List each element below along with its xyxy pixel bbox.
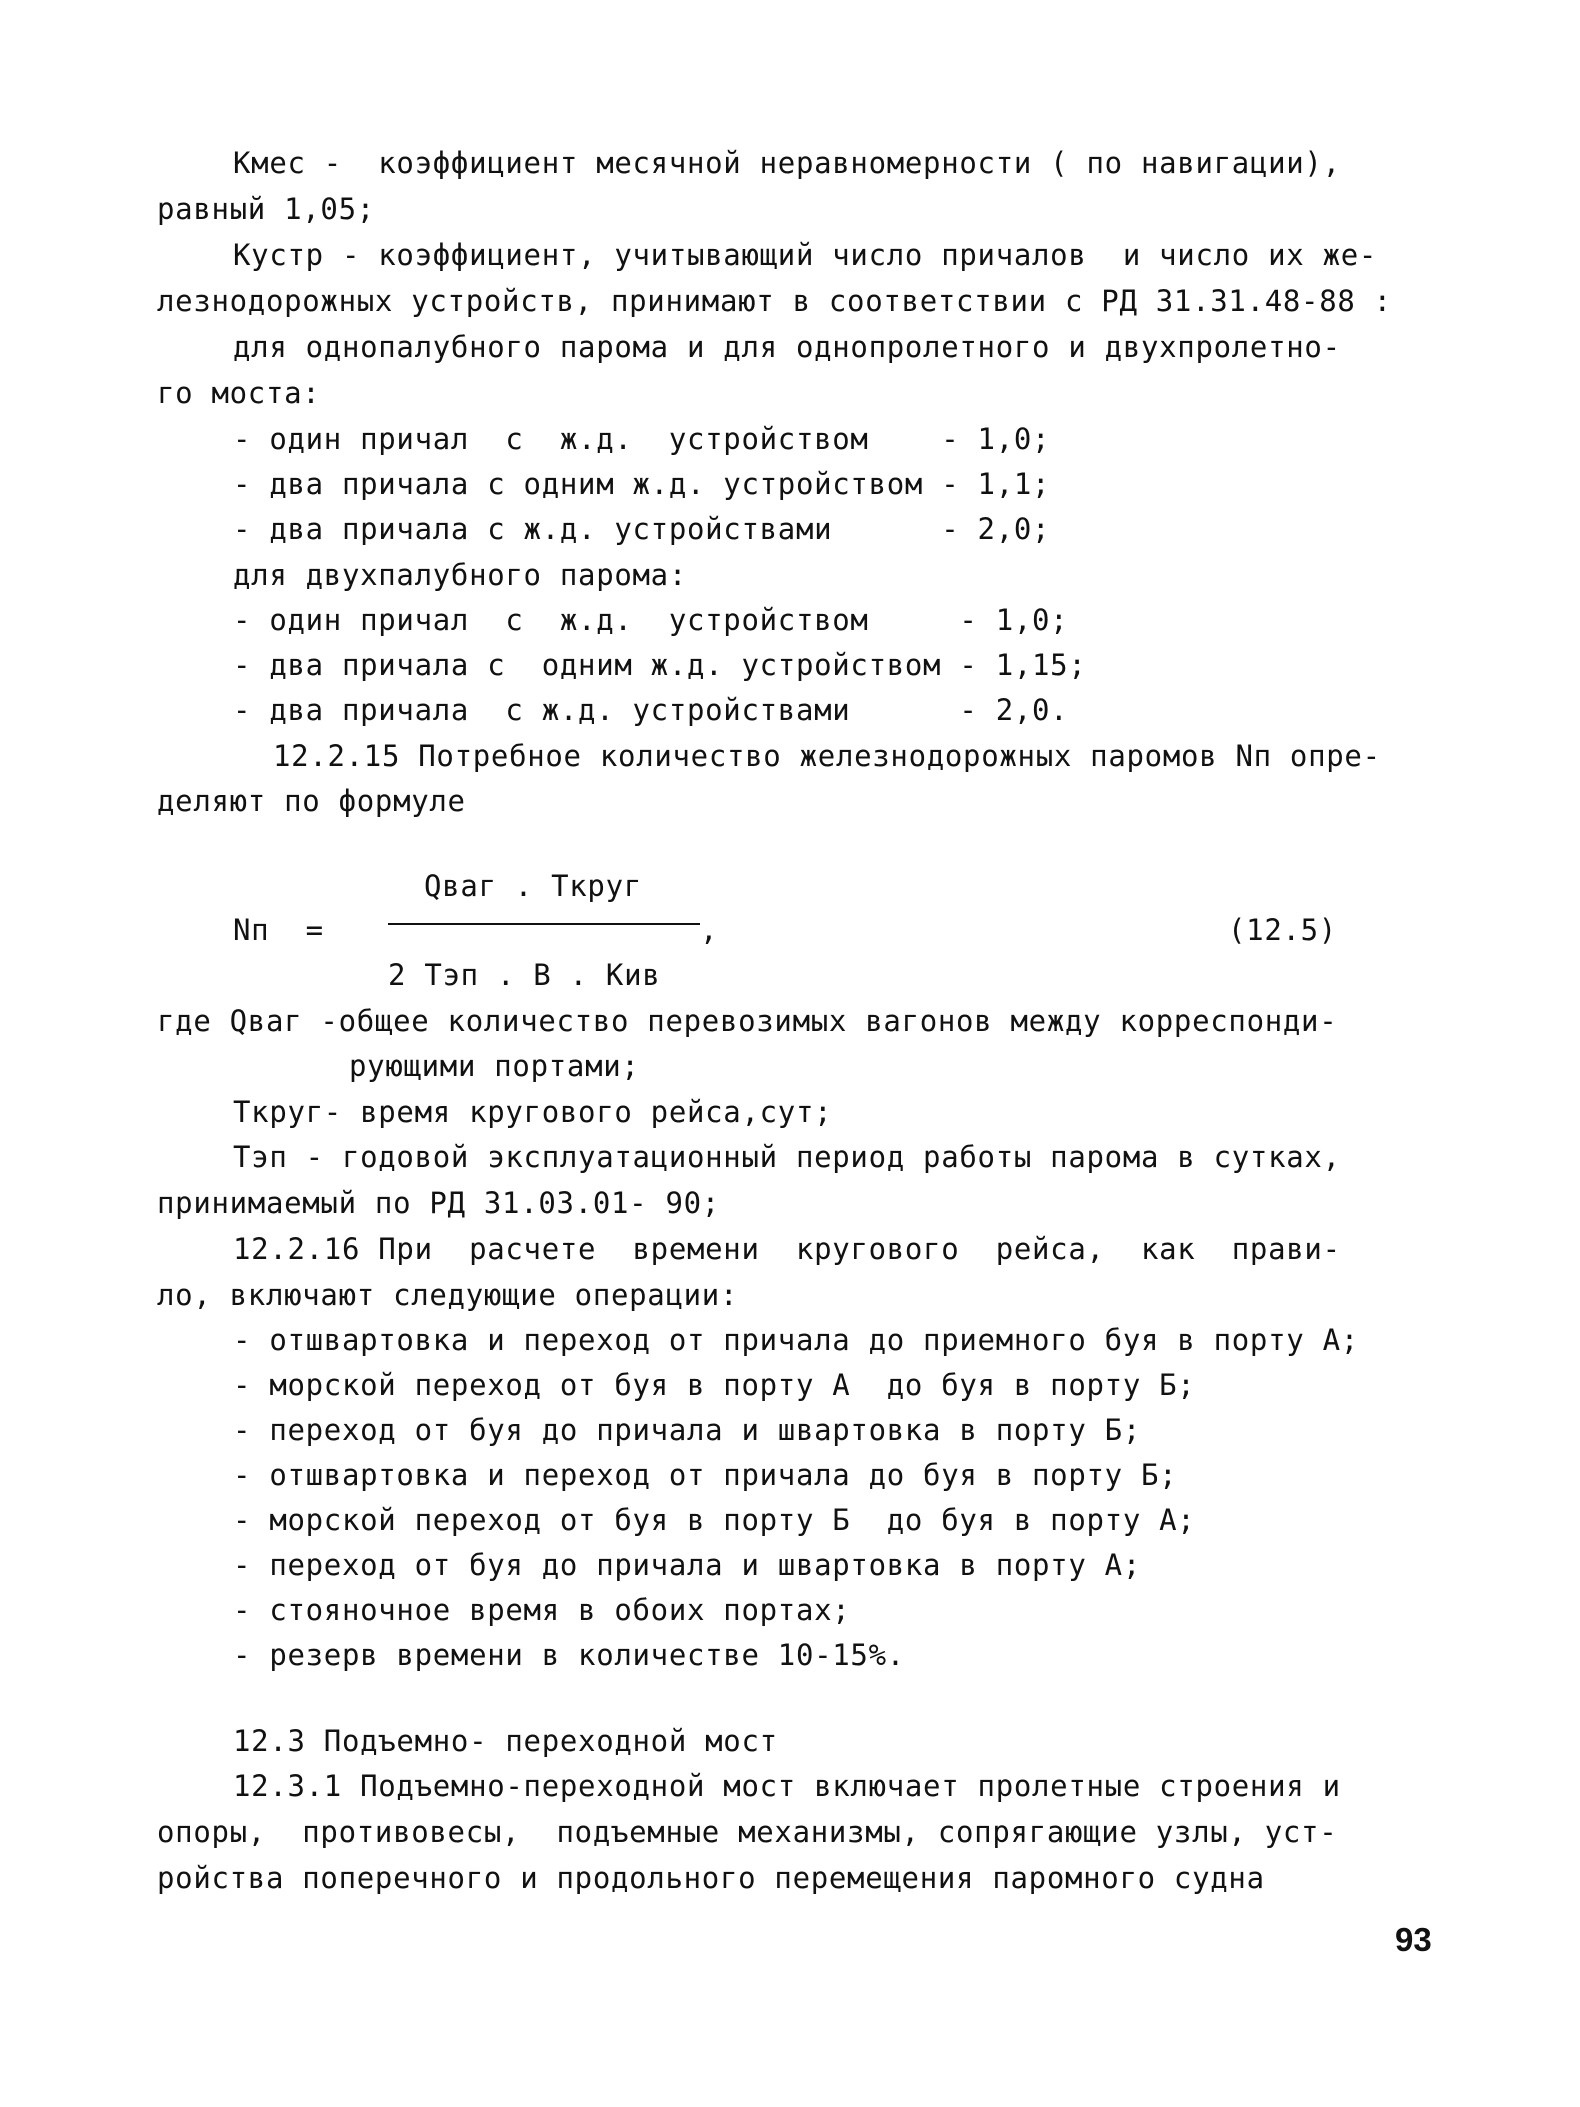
text-line: деляют по формуле (157, 784, 466, 818)
list-item: - два причала с одним ж.д. устройством - 1,1; (233, 467, 1051, 501)
list-item: - два причала с ж.д. устройствами - 2,0. (233, 693, 1069, 727)
text-line: опоры, противовесы, подъемные механизмы, сопрягающие узлы, уст- (157, 1815, 1338, 1849)
formula-number: (12.5) (1228, 913, 1337, 947)
formula-denominator: 2 Тэп . В . Кив (388, 958, 661, 992)
list-item: - переход от буя до причала и швартовка в порту А; (233, 1548, 1141, 1582)
section-paragraph: 12.3.1 Подъемно-переходной мост включает пролетные строения и (233, 1769, 1341, 1803)
text-line: Кмес - коэффициент месячной неравномерности ( по навигации), (233, 146, 1341, 180)
section-heading: 12.3 Подъемно- переходной мост (233, 1724, 778, 1758)
formula-lhs: Nп = (233, 913, 324, 947)
text-line: ло, включают следующие операции: (157, 1278, 739, 1312)
text-line: Кустр - коэффициент, учитывающий число причалов и число их же- (233, 238, 1378, 272)
list-item: - морской переход от буя в порту А до буя в порту Б; (233, 1368, 1196, 1402)
list-item: - стояночное время в обоих портах; (233, 1593, 851, 1627)
text-line: для двухпалубного парома: (233, 558, 687, 592)
list-item: - резерв времени в количестве 10-15%. (233, 1638, 905, 1672)
section-paragraph: 12.2.16 При расчете времени кругового рейса, как прави- (233, 1232, 1341, 1266)
list-item: - один причал с ж.д. устройством - 1,0; (233, 603, 1069, 637)
text-line: равный 1,05; (157, 192, 375, 226)
section-paragraph: 12.2.15 Потребное количество железнодорожных паромов Nп опре- (273, 739, 1381, 773)
list-item: - два причала с ж.д. устройствами - 2,0; (233, 512, 1051, 546)
text-line: го моста: (157, 376, 321, 410)
page-number: 93 (1395, 1921, 1432, 1958)
list-item: - отшвартовка и переход от причала до приемного буя в порту А; (233, 1323, 1359, 1357)
text-line: ройства поперечного и продольного перемещения паромного судна (157, 1861, 1265, 1895)
text-line: для однопалубного парома и для однопролетного и двухпролетно- (233, 330, 1341, 364)
text-line: Ткруг- время кругового рейса,сут; (233, 1095, 833, 1129)
list-item: - один причал с ж.д. устройством - 1,0; (233, 422, 1051, 456)
text-line: рующими портами; (349, 1049, 640, 1083)
formula-numerator: Qваг . Ткруг (424, 869, 642, 903)
text-line: Тэп - годовой эксплуатационный период работы парома в сутках, (233, 1140, 1341, 1174)
text-line: где Qваг -общее количество перевозимых вагонов между корреспонди- (157, 1004, 1338, 1038)
formula-comma: , (700, 913, 719, 947)
list-item: - отшвартовка и переход от причала до буя в порту Б; (233, 1458, 1178, 1492)
text-line: принимаемый по РД 31.03.01- 90; (157, 1186, 720, 1220)
text-line: лезнодорожных устройств, принимают в соответствии с РД 31.31.48-88 : (157, 284, 1392, 318)
list-item: - два причала с одним ж.д. устройством - 1,15; (233, 648, 1087, 682)
list-item: - переход от буя до причала и швартовка в порту Б; (233, 1413, 1141, 1447)
list-item: - морской переход от буя в порту Б до буя в порту А; (233, 1503, 1196, 1537)
formula-fraction-line (388, 923, 700, 925)
